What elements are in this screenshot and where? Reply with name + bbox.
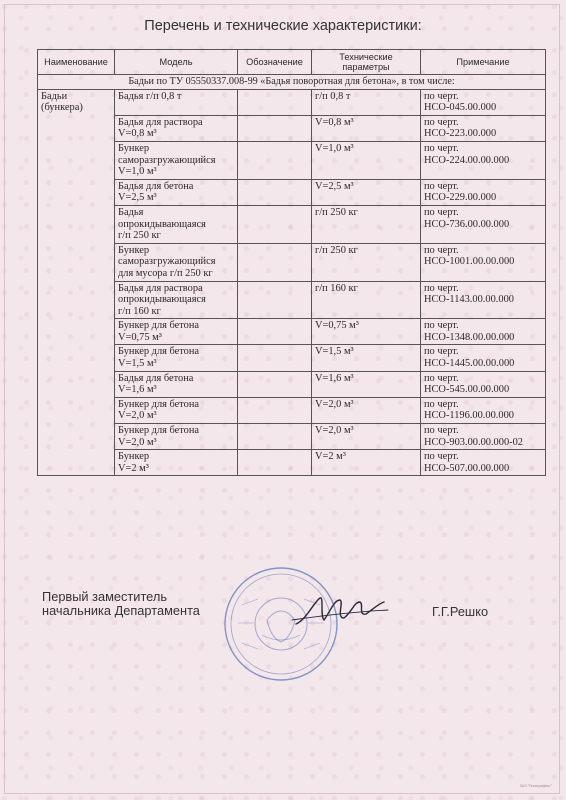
model-line: Бадья для раствора [118,282,203,294]
model-line: V=0,75 м³ [118,331,162,343]
model-line: Бункер для бетона [118,425,200,437]
position-line-2: начальника Департамента [42,603,200,618]
model-cell [115,450,238,476]
model-line: V=1,5 м³ [118,358,157,370]
note-cell [421,319,546,345]
param-cell: V=1,0 м³ [312,141,421,179]
note-line: НСО-903.00.00.000-02 [424,436,523,448]
note-cell [421,450,546,476]
model-line: V=2,5 м³ [118,192,157,204]
note-line: НСО-1445.00.00.000 [424,358,515,370]
note-cell [421,243,546,281]
param-cell: V=1,5 м³ [312,345,421,371]
table-row [38,281,546,319]
param-cell: г/п 250 кг [312,243,421,281]
model-line: опрокидывающаяся [118,294,206,306]
note-line: НСО-1001.00.00.000 [424,256,515,268]
designation-cell [238,179,312,205]
note-line: НСО-045.00.000 [424,102,497,114]
model-cell [115,371,238,397]
param-cell: г/п 250 кг [312,205,421,243]
model-line: Бункер [118,451,150,463]
model-line: саморазгружающийся [118,256,216,268]
note-line: по черт. [424,282,459,294]
note-line: по черт. [424,180,459,192]
note-cell [421,89,546,115]
model-cell [115,281,238,319]
param-cell: г/п 0,8 т [312,89,421,115]
designation-cell [238,371,312,397]
model-line: г/п 250 кг [118,230,161,242]
note-line: НСО-1143.00.00.000 [424,294,514,306]
table-row [38,424,546,450]
param-cell: г/п 160 кг [312,281,421,319]
model-line: Бадья для бетона [118,372,194,384]
model-cell [115,345,238,371]
table-row [38,205,546,243]
designation-cell [238,89,312,115]
model-line: V=1,0 м³ [118,166,157,178]
param-cell: V=0,75 м³ [312,319,421,345]
model-line: г/п 160 кг [118,305,161,317]
model-cell [115,179,238,205]
note-line: НСО-224.00.00.000 [424,154,510,166]
note-cell [421,281,546,319]
model-line: V=2,0 м³ [118,436,157,448]
param-cell: V=2,0 м³ [312,424,421,450]
table-row [38,115,546,141]
group-name-cell: Бадьи (бункера) [38,89,115,476]
table-row [38,89,546,115]
note-cell [421,371,546,397]
table-row [38,450,546,476]
note-cell [421,141,546,179]
note-line: по черт. [424,425,459,437]
table-row [38,397,546,423]
table-row [38,141,546,179]
model-cell [115,397,238,423]
note-line: по черт. [424,142,459,154]
model-cell [115,243,238,281]
model-cell [115,115,238,141]
note-line: по черт. [424,346,459,358]
designation-cell [238,281,312,319]
table-row [38,345,546,371]
signatory-position [42,590,200,618]
header-model: Модель [115,50,238,75]
model-line: для мусора г/п 250 кг [118,267,213,279]
note-cell [421,345,546,371]
note-line: НСО-507.00.00.000 [424,462,510,474]
param-cell: V=2,0 м³ [312,397,421,423]
note-cell [421,115,546,141]
model-line: Бадья [118,206,144,218]
note-line: НСО-223.00.000 [424,128,497,140]
param-cell: V=1,6 м³ [312,371,421,397]
section-row [38,75,546,90]
note-line: по черт. [424,372,459,384]
designation-cell [238,345,312,371]
model-cell [115,89,238,115]
note-line: НСО-1348.00.00.000 [424,331,515,343]
model-line: Бункер для бетона [118,398,200,410]
note-cell [421,424,546,450]
note-line: по черт. [424,244,459,256]
note-cell [421,205,546,243]
model-line: Бадья для раствора [118,116,203,128]
note-line: НСО-545.00.00.000 [424,384,510,396]
header-name: Наименование [38,50,115,75]
handwritten-signature [290,590,390,637]
header-note: Примечание [421,50,546,75]
designation-cell [238,243,312,281]
model-line: саморазгружающийся [118,154,216,166]
model-line: V=1,6 м³ [118,384,157,396]
param-cell: V=2,5 м³ [312,179,421,205]
page-title: Перечень и технические характеристики: [144,18,422,34]
model-line: Бункер [118,244,150,256]
note-line: по черт. [424,90,459,102]
designation-cell [238,450,312,476]
table-row [38,319,546,345]
spec-table [37,49,546,476]
model-line: Бадья для бетона [118,180,194,192]
model-line: Бункер для бетона [118,346,200,358]
note-line: НСО-736.00.00.000 [424,218,510,230]
note-line: НСО-229.00.000 [424,192,497,204]
note-line: по черт. [424,116,459,128]
table-row [38,371,546,397]
model-line: V=0,8 м³ [118,128,157,140]
designation-cell [238,424,312,450]
header-designation: Обозначение [238,50,312,75]
designation-cell [238,319,312,345]
note-line: по черт. [424,398,459,410]
model-line: Бункер [118,142,150,154]
table-row [38,179,546,205]
table-header-row [38,50,546,75]
model-cell [115,424,238,450]
footer-mark: ЗАО "Полиграфист" [519,784,552,788]
model-line: V=2 м³ [118,462,149,474]
note-line: по черт. [424,206,459,218]
designation-cell [238,205,312,243]
designation-cell [238,141,312,179]
param-cell: V=0,8 м³ [312,115,421,141]
model-line: V=2,0 м³ [118,410,157,422]
table-row [38,243,546,281]
note-line: по черт. [424,451,459,463]
model-cell [115,141,238,179]
designation-cell [238,397,312,423]
header-params: Технические параметры [312,50,421,75]
param-cell: V=2 м³ [312,450,421,476]
signer-name: Г.Г.Решко [432,604,489,619]
model-line: опрокидывающаяся [118,218,206,230]
designation-cell [238,115,312,141]
note-line: НСО-1196.00.00.000 [424,410,514,422]
model-line: Бункер для бетона [118,320,200,332]
position-line-1: Первый заместитель [42,589,167,604]
note-cell [421,397,546,423]
note-line: по черт. [424,320,459,332]
model-line: Бадья г/п 0,8 т [118,90,182,102]
model-cell [115,319,238,345]
section-title: Бадьи по ТУ 05550337.008-99 «Бадья поворотная для бетона», в том числе: [38,75,546,90]
note-cell [421,179,546,205]
model-cell [115,205,238,243]
